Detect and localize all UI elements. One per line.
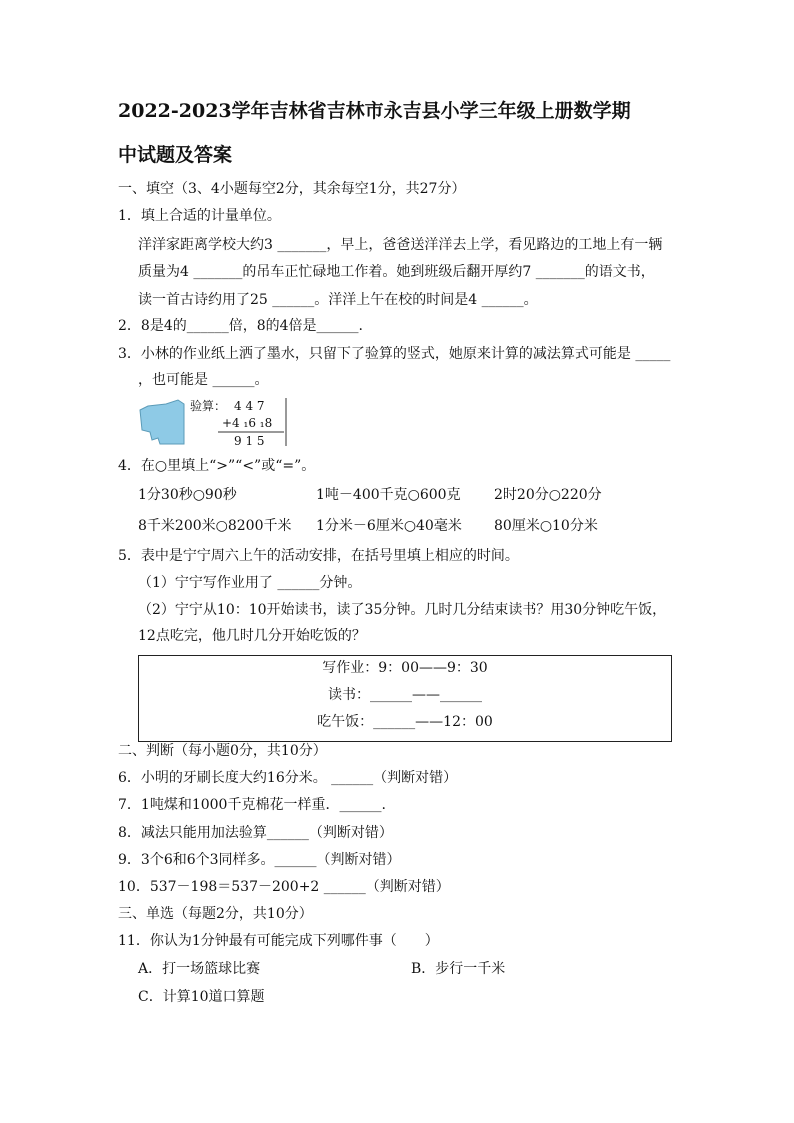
- title-line-1: 2022-2023学年吉林省吉林市永吉县小学三年级上册数学期: [118, 100, 631, 122]
- question-9: 9．3个6和6个3同样多。______（判断对错）: [118, 852, 401, 868]
- option-c: C．计算10道口算题: [138, 989, 265, 1005]
- compare-item-4: 8千米200米○8200千米: [138, 518, 292, 534]
- question-10: 10．537－198＝537－200+2 ______（判断对错）: [118, 879, 450, 895]
- compare-item-3: 2时20分○220分: [494, 487, 602, 503]
- question-5-sub-1: （1）宁宁写作业用了 ______分钟。: [138, 575, 362, 591]
- compare-item-1: 1分30秒○90秒: [138, 487, 237, 503]
- question-7: 7．1吨煤和1000千克棉花一样重．______.: [118, 797, 386, 813]
- verification-label: 验算：: [190, 399, 227, 413]
- question-6: 6．小明的牙刷长度大约16分米。 ______（判断对错）: [118, 770, 458, 786]
- compare-item-2: 1吨－400千克○600克: [316, 487, 461, 503]
- option-b: B．步行一千米: [411, 961, 506, 977]
- compare-item-6: 80厘米○10分米: [494, 518, 598, 534]
- schedule-row-reading: 读书：______——______: [328, 687, 482, 703]
- question-3-line-2: ，也可能是 ______。: [138, 372, 269, 388]
- schedule-row-homework: 写作业：9：00——9：30: [322, 660, 488, 676]
- question-4-stem: 4．在○里填上“>”“<”或“=”。: [118, 458, 316, 474]
- verification-row-1: 4 4 7: [234, 399, 265, 413]
- question-5-sub-2-line-1: （2）宁宁从10：10开始读书，读了35分钟。几时几分结束读书？用30分钟吃午饭，: [138, 602, 667, 618]
- schedule-row-lunch: 吃午饭：______——12：00: [317, 714, 493, 730]
- verification-row-2: +4 ₁6 ₁8: [222, 416, 273, 430]
- question-1-line-3: 读一首古诗约用了25 ______。洋洋上午在校的时间是4 ______。: [138, 292, 538, 308]
- schedule-table: [138, 655, 672, 742]
- compare-item-5: 1分米－6厘米○40毫米: [316, 518, 462, 534]
- question-1-stem: 1．填上合适的计量单位。: [118, 208, 281, 224]
- verification-result: 9 1 5: [234, 434, 265, 448]
- question-1-line-2: 质量为4 _______的吊车正忙碌地工作着。她到班级后翻开厚约7 _______的语文书，: [138, 264, 655, 280]
- question-1-line-1: 洋洋家距离学校大约3 _______，早上，爸爸送洋洋去上学，看见路边的工地上有一辆: [138, 237, 663, 253]
- title-line-2: 中试题及答案: [118, 144, 233, 166]
- question-5-stem: 5．表中是宁宁周六上午的活动安排，在括号里填上相应的时间。: [118, 548, 519, 564]
- section-1-heading: 一、填空（3、4小题每空2分，其余每空1分，共27分）: [118, 181, 466, 197]
- option-a: A．打一场篮球比赛: [138, 961, 261, 977]
- verification-figure: [138, 396, 288, 448]
- question-8: 8．减法只能用加法验算______（判断对错）: [118, 825, 393, 841]
- question-3-line-1: 3．小林的作业纸上洒了墨水，只留下了验算的竖式，她原来计算的减法算式可能是 _____: [118, 346, 671, 362]
- question-11-stem: 11．你认为1分钟最有可能完成下列哪件事（ ）: [118, 933, 439, 949]
- section-3-heading: 三、单选（每题2分，共10分）: [118, 906, 313, 922]
- question-2: 2．8是4的______倍，8的4倍是______.: [118, 318, 363, 334]
- section-2-heading: 二、判断（每小题0分，共10分）: [118, 743, 327, 759]
- question-5-sub-2-line-2: 12点吃完，他几时几分开始吃饭的？: [138, 628, 366, 644]
